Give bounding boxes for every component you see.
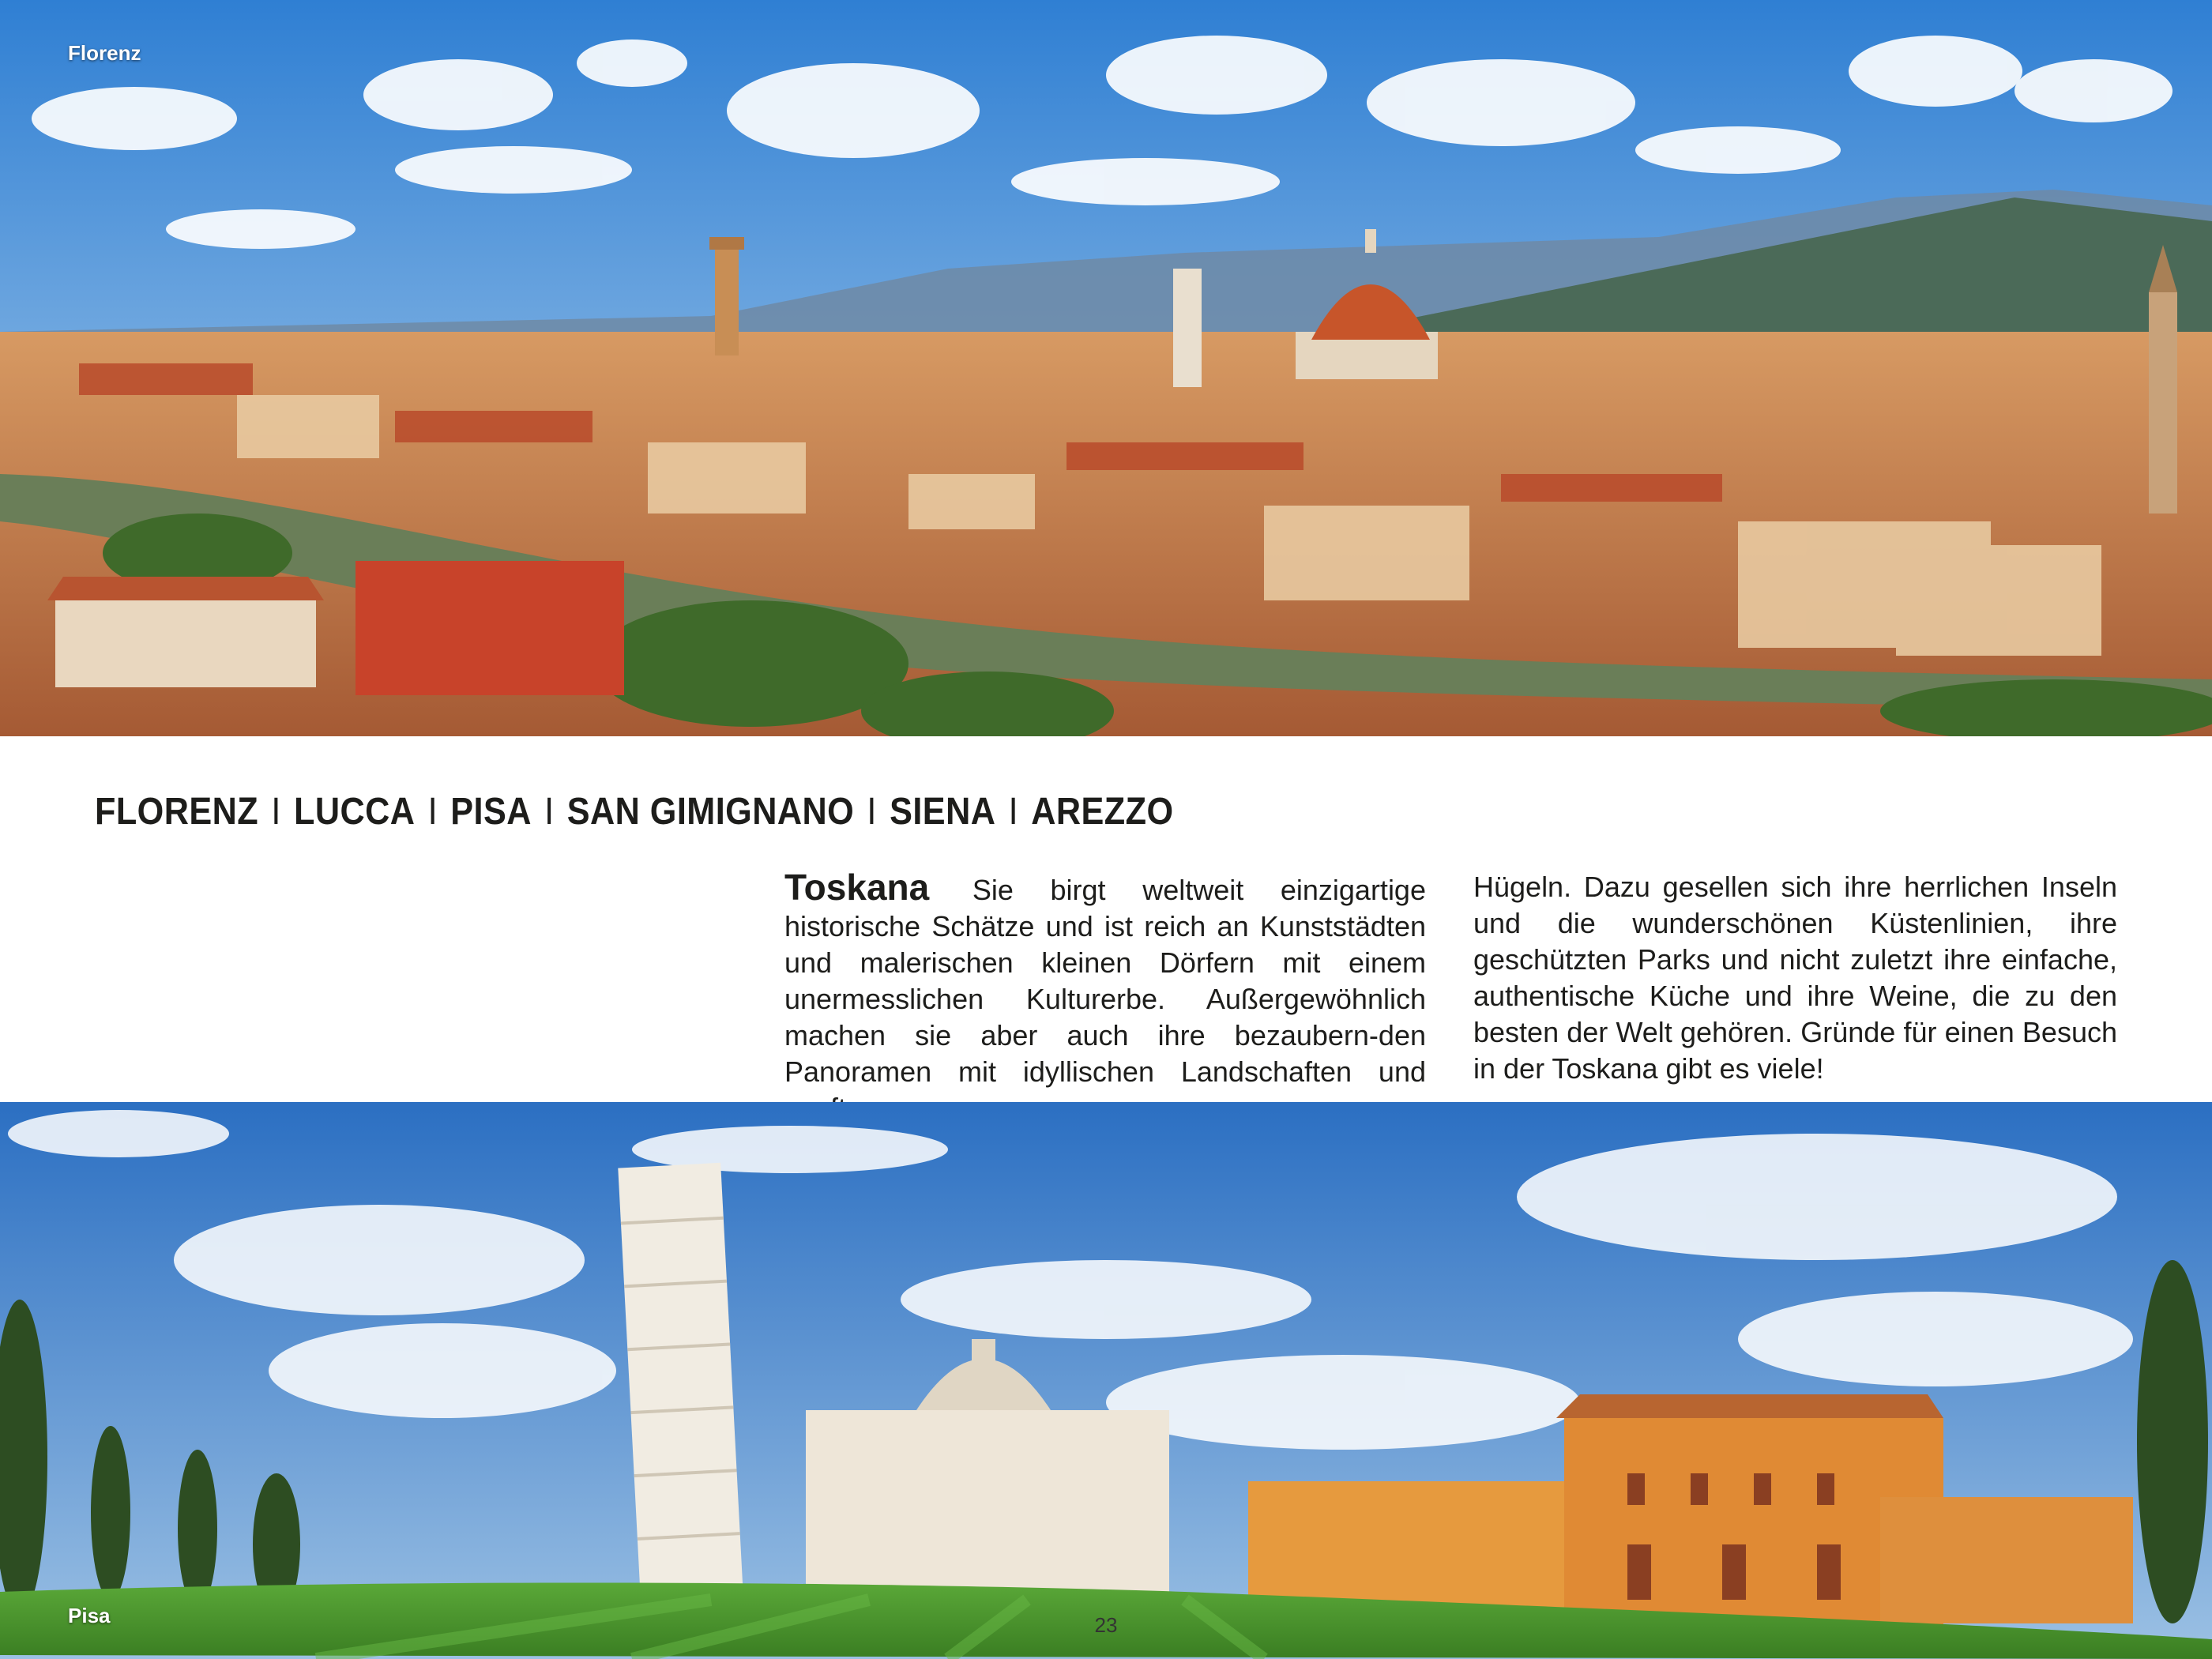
headline-separator: I [271,791,281,833]
page-number: 23 [1094,1613,1118,1637]
article-body-part-2: Hügeln. Dazu gesellen sich ihre herrlichen Inseln und die wunderschönen Küstenlinien, ihre geschützten Parks und nicht zuletzt ihre einfache, authentische Küche und ihre Weine, die zu den besten der Welt gehören. Gründe für einen Besuch in der Toskana gibt es viele! [1473,871,2117,1085]
photo-caption-pisa: Pisa [68,1604,111,1627]
headline-separator: I [427,791,438,833]
florence-panorama-image [0,0,2212,736]
headline-place: SIENA [890,791,996,833]
headline-place: AREZZO [1031,791,1174,833]
destinations-headline [95,790,1174,833]
headline-place: FLORENZ [95,791,259,833]
pisa-panorama-image [0,1102,2212,1659]
article-body-part-1: Sie birgt weltweit einzigartige historische Schätze und ist reich an Kunststädten und malerischen kleinen Dörfern mit einem unermesslichen Kulturerbe. Außergewöhnlich machen sie aber auch ihre bezaubern-den Panoramen mit idyllischen Landschaften und [784,874,1426,1088]
pisa-panorama-photo [0,1102,2212,1659]
florence-panorama-photo [0,0,2212,736]
headline-separator: I [867,791,877,833]
photo-caption-florence: Florenz [68,41,141,65]
article-column-right [1473,869,2117,1087]
headline-place: SAN GIMIGNANO [566,791,855,833]
article-column-left [784,869,1426,1127]
headline-separator: I [544,791,555,833]
article-lead-word: Toskana [784,867,930,908]
headline-separator: I [1008,791,1019,833]
headline-place: LUCCA [293,791,416,833]
headline-place: PISA [450,791,532,833]
